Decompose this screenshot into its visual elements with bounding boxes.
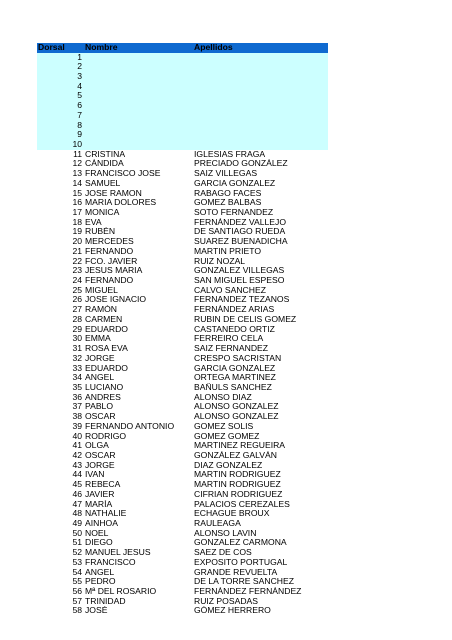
cell-nombre: EVA [85,217,102,227]
cell-apellidos: SAIZ VILLEGAS [194,169,258,179]
cell-apellidos: GONZALEZ CARMONA [194,538,287,548]
cell-dorsal: 15 [72,187,82,198]
cell-dorsal: 50 [72,527,82,538]
participants-table [37,43,328,616]
cell-dorsal: 52 [72,547,82,558]
cell-nombre: LUCIANO [85,382,124,392]
cell-apellidos: ALONSO GONZALEZ [194,402,279,412]
cell-apellidos [194,101,328,111]
cell-apellidos: FERREIRO CELA [194,334,264,344]
cell-apellidos: IGLESIAS FRAGA [194,149,266,159]
cell-nombre: MONICA [85,208,120,217]
cell-dorsal: 24 [72,275,82,286]
cell-apellidos [194,121,328,131]
cell-nombre: IVAN [85,470,105,480]
cell-nombre [85,62,194,72]
cell-dorsal: 30 [72,333,82,344]
cell-nombre: MERCEDES [85,237,134,247]
cell-nombre: Mª DEL ROSARIO [85,587,157,597]
cell-nombre: PABLO [85,402,114,412]
cell-apellidos [194,111,328,121]
cell-apellidos [194,130,328,140]
cell-dorsal: 25 [72,284,82,295]
cell-dorsal: 19 [72,226,82,237]
cell-nombre: FERNANDO [85,276,134,286]
cell-nombre: RUBÉN [85,227,116,237]
cell-apellidos: RUIZ NOZAL [194,256,246,266]
cell-dorsal: 35 [72,381,82,392]
cell-nombre: FERNANDO [85,246,134,256]
cell-dorsal: 38 [72,411,82,422]
cell-nombre: JOSE IGNACIO [85,295,147,305]
cell-dorsal: 3 [77,70,82,81]
cell-apellidos: GOMEZ SOLIS [194,421,254,431]
cell-nombre: EMMA [85,334,111,344]
cell-nombre: REBECA [85,480,121,490]
cell-nombre [85,53,194,63]
cell-dorsal: 36 [72,391,82,402]
table-row [37,606,328,616]
cell-dorsal: 42 [72,449,82,460]
cell-apellidos: DIAZ GONZALEZ [194,460,263,470]
cell-nombre: EDUARDO [85,363,128,373]
cell-apellidos: ALONSO LAVIN [194,528,257,538]
cell-dorsal: 13 [72,168,82,179]
cell-nombre [85,111,194,121]
cell-apellidos: CRESPO SACRISTAN [194,353,282,363]
cell-apellidos [194,91,328,101]
cell-dorsal: 44 [72,469,82,480]
cell-apellidos: PALACIOS CEREZALES [194,499,290,509]
cell-dorsal: 10 [72,138,82,149]
cell-apellidos: RUIZ POSADAS [194,596,258,606]
cell-apellidos: SAEZ DE COS [194,548,252,558]
cell-dorsal: 12 [72,158,82,169]
cell-nombre: PEDRO [85,577,116,587]
cell-apellidos: GOMEZ BALBAS [194,198,262,208]
cell-nombre: SAMUEL [85,178,121,188]
cell-apellidos: GONZALEZ VILLEGAS [194,266,285,276]
cell-apellidos: FERNÁNDEZ ARIAS [194,305,275,315]
cell-dorsal: 33 [72,362,82,373]
cell-nombre [85,130,194,140]
cell-apellidos: CALVO SANCHEZ [194,285,266,295]
cell-dorsal: 53 [72,556,82,567]
cell-dorsal: 16 [72,197,82,208]
cell-apellidos: MARTINEZ REGUEIRA [194,441,286,451]
cell-nombre: CÁNDIDA [85,159,124,169]
cell-apellidos: RUBIN DE CELIS GOMEZ [194,314,297,324]
cell-apellidos: MARTIN PRIETO [194,246,262,256]
cell-dorsal: 55 [72,576,82,587]
cell-nombre [85,91,194,101]
cell-dorsal: 41 [72,440,82,451]
cell-nombre: MARIA DOLORES [85,198,157,208]
cell-apellidos [194,72,328,82]
cell-apellidos: ORTEGA MARTINEZ [194,373,276,383]
cell-dorsal: 45 [72,479,82,490]
cell-dorsal: 34 [72,372,82,383]
cell-apellidos [194,82,328,92]
cell-apellidos: ALONSO GONZALEZ [194,412,279,422]
cell-dorsal: 18 [72,216,82,227]
cell-apellidos: EXPOSITO PORTUGAL [194,557,288,567]
cell-apellidos: SAN MIGUEL ESPESO [194,276,285,286]
cell-dorsal: 51 [72,537,82,548]
cell-nombre: OSCAR [85,412,116,422]
cell-dorsal: 20 [72,236,82,247]
cell-apellidos: DE LA TORRE SANCHEZ [194,577,294,587]
cell-nombre: CRISTINA [85,149,126,159]
cell-nombre: OSCAR [85,450,116,460]
cell-dorsal: 7 [77,109,82,120]
cell-apellidos [194,53,328,63]
cell-nombre: EDUARDO [85,324,128,334]
cell-apellidos: MARTIN RODRIGUEZ [194,480,281,490]
cell-dorsal: 48 [72,508,82,519]
cell-nombre: MARÍA [85,499,113,509]
cell-nombre: FERNANDO ANTONIO [85,421,175,431]
cell-apellidos: RAULEAGA [194,519,241,528]
cell-nombre: JORGE [85,460,115,470]
cell-apellidos: SAIZ FERNANDEZ [194,344,269,354]
header-apellidos: Apellidos [194,43,233,52]
cell-nombre [85,140,194,150]
cell-nombre: ROSA EVA [85,344,128,354]
cell-dorsal: 22 [72,255,82,266]
cell-nombre: JOSE RAMON [85,188,142,198]
cell-nombre: RODRIGO [85,431,127,441]
cell-apellidos: RABAGO FACES [194,188,262,198]
cell-dorsal: 2 [77,61,82,72]
cell-apellidos: FERNÁNDEZ VALLEJO [194,217,287,227]
cell-dorsal: 39 [72,420,82,431]
cell-dorsal: 1 [77,51,82,62]
cell-apellidos [194,140,328,150]
cell-nombre: FCO. JAVIER [85,256,138,266]
cell-dorsal: 31 [72,343,82,354]
cell-nombre: MIGUEL [85,285,118,295]
cell-apellidos: GRANDE REVUELTA [194,567,278,577]
cell-dorsal: 6 [77,100,82,111]
table-body [37,53,328,617]
cell-dorsal: 5 [77,90,82,101]
cell-apellidos [194,62,328,72]
cell-nombre: JOSÉ [85,606,108,616]
cell-apellidos: GOMEZ GOMEZ [194,431,260,441]
cell-nombre: ANGEL [85,373,115,383]
cell-nombre [85,121,194,131]
header-nombre: Nombre [85,43,118,52]
cell-apellidos: GÓMEZ HERRERO [194,606,271,616]
cell-dorsal: 37 [72,401,82,412]
cell-dorsal: 4 [77,80,82,91]
cell-nombre: NOEL [85,528,109,538]
cell-dorsal: 14 [72,177,82,188]
cell-dorsal: 11 [73,148,82,159]
cell-apellidos: ECHAGUE BROUX [194,509,270,519]
cell-nombre: MANUEL JESUS [85,548,151,558]
cell-apellidos: PRECIADO GONZÁLEZ [194,159,288,169]
cell-dorsal: 27 [72,304,82,315]
cell-dorsal: 56 [72,586,82,597]
cell-apellidos: DE SANTIAGO RUEDA [194,227,286,237]
cell-nombre: AINHOA [85,519,118,528]
cell-nombre: RAMÓN [85,305,117,315]
cell-nombre: TRINIDAD [85,596,126,606]
cell-apellidos: CIFRIAN RODRIGUEZ [194,489,283,499]
cell-apellidos: GARCIA GONZALEZ [194,363,276,373]
cell-dorsal: 40 [72,430,82,441]
cell-dorsal: 9 [77,129,82,140]
cell-nombre: OLGA [85,441,109,451]
cell-dorsal: 54 [72,566,82,577]
cell-nombre: JESUS MARIA [85,266,143,276]
cell-dorsal: 21 [72,245,82,256]
cell-nombre: ANGEL [85,567,115,577]
cell-apellidos: CASTANEDO ORTIZ [194,324,275,334]
cell-nombre: FRANCISCO [85,557,136,567]
cell-apellidos: ALONSO DIAZ [194,392,252,402]
cell-nombre: ANDRES [85,392,121,402]
cell-dorsal: 57 [72,595,82,606]
cell-nombre: CARMEN [85,314,123,324]
cell-apellidos: FERNÁNDEZ FERNÁNDEZ [194,587,302,597]
cell-apellidos: SOTO FERNANDEZ [194,208,274,217]
cell-dorsal: 32 [72,352,82,363]
cell-nombre [85,82,194,92]
cell-dorsal: 29 [72,323,82,334]
cell-dorsal: 17 [72,207,82,217]
cell-nombre: JAVIER [85,489,115,499]
cell-apellidos: GONZÁLEZ GALVÁN [194,450,277,460]
cell-dorsal: 46 [72,488,82,499]
cell-dorsal: 43 [72,459,82,470]
cell-nombre [85,72,194,82]
cell-apellidos: MARTIN RODRIGUEZ [194,470,281,480]
cell-apellidos: FERNANDEZ TEZANOS [194,295,290,305]
cell-apellidos: SUAREZ BUENADICHA [194,237,288,247]
cell-dorsal: 8 [77,119,82,130]
cell-dorsal: 26 [72,294,82,305]
cell-dorsal: 28 [72,313,82,324]
cell-nombre: FRANCISCO JOSE [85,169,161,179]
cell-dorsal: 49 [72,518,82,528]
header-dorsal: Dorsal [38,42,65,52]
cell-nombre: NATHALIE [85,509,127,519]
cell-dorsal: 47 [72,498,82,509]
cell-nombre: DIEGO [85,538,113,548]
cell-dorsal: 23 [72,265,82,276]
cell-nombre: JORGE [85,353,115,363]
cell-dorsal: 58 [72,605,82,616]
cell-nombre [85,101,194,111]
cell-apellidos: GARCIA GONZALEZ [194,178,276,188]
cell-apellidos: BAÑULS SANCHEZ [194,382,272,392]
